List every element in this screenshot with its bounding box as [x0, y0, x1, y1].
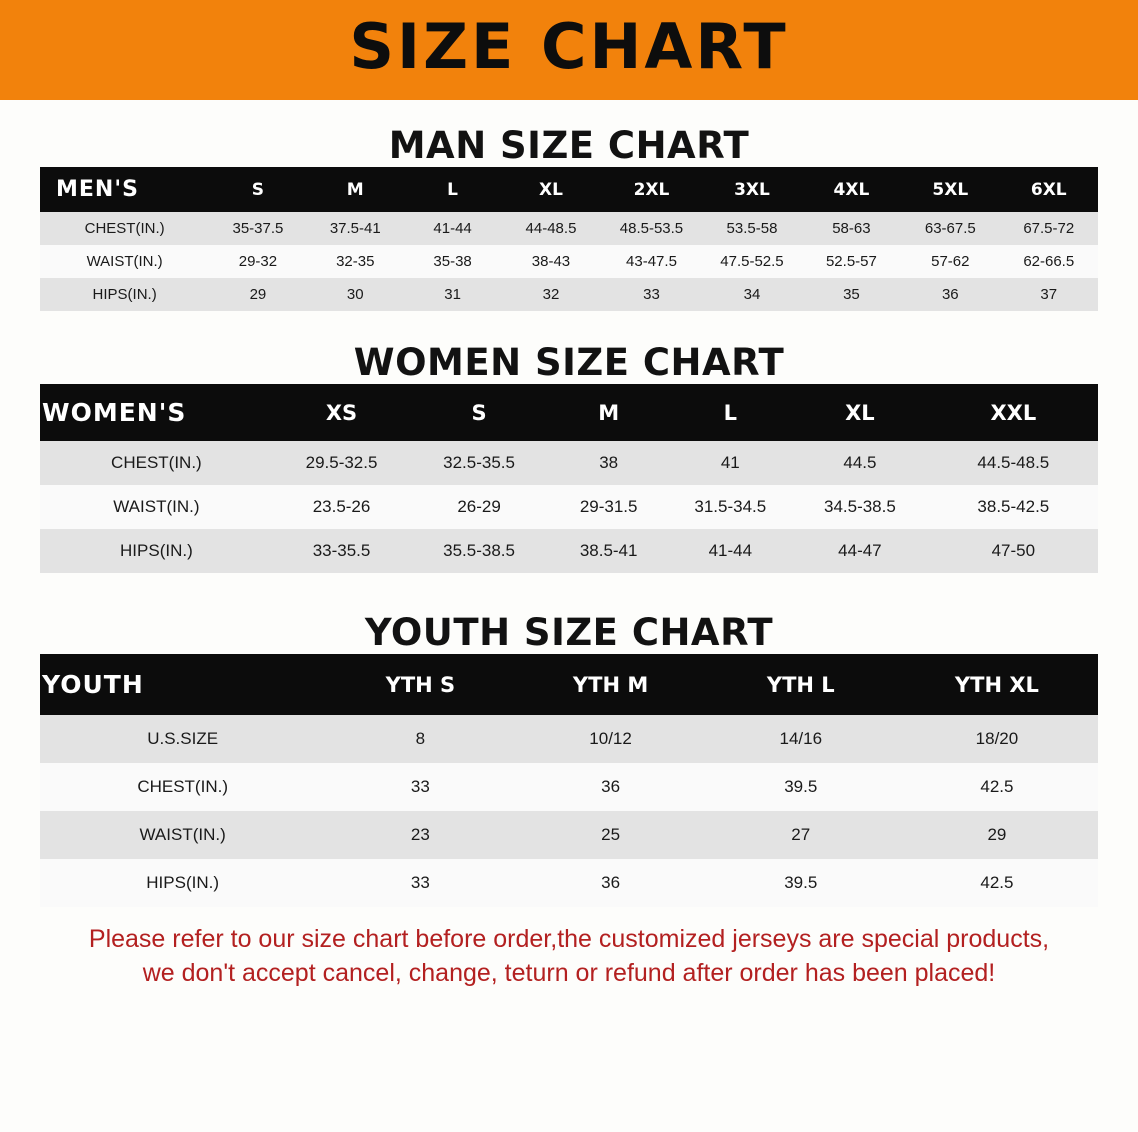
column-header: 2XL: [633, 179, 670, 200]
table-cell: 31: [444, 286, 461, 303]
table-cell: 63-67.5: [924, 220, 976, 237]
youth-size-table: [40, 654, 1098, 907]
table-cell: 35.5-38.5: [443, 541, 515, 560]
table-cell: 25: [601, 825, 621, 844]
column-header: S: [251, 179, 265, 200]
women-table-wrap: [0, 384, 1138, 573]
column-header: MEN'S: [56, 177, 139, 202]
column-header: YTH XL: [954, 672, 1039, 697]
table-cell: 14/16: [779, 729, 823, 748]
table-cell: 47.5-52.5: [720, 253, 784, 270]
row-label: HIPS(IN.): [146, 873, 220, 892]
table-cell: 42.5: [980, 873, 1014, 892]
table-cell: 30: [346, 286, 364, 303]
table-row: [40, 763, 1098, 811]
table-cell: 44-48.5: [525, 220, 577, 237]
table-row: [40, 715, 1098, 763]
table-row: [40, 278, 1098, 311]
column-header: XXL: [990, 400, 1037, 425]
man-table-wrap: [0, 167, 1138, 311]
page-banner: [0, 0, 1138, 100]
table-row: [40, 441, 1098, 485]
table-cell: 29-31.5: [579, 497, 638, 516]
column-header: S: [471, 400, 487, 425]
table-cell: 33: [410, 777, 430, 796]
column-header: XL: [538, 179, 563, 200]
column-header: 5XL: [932, 179, 969, 200]
column-header: M: [346, 179, 364, 200]
table-cell: 27: [791, 825, 811, 844]
table-cell: 18/20: [975, 729, 1019, 748]
table-cell: 44-47: [838, 541, 882, 560]
table-header-row: [40, 384, 1098, 441]
table-cell: 62-66.5: [1023, 253, 1075, 270]
table-cell: 36: [601, 777, 621, 796]
column-header: 6XL: [1030, 179, 1067, 200]
table-cell: 38.5-42.5: [977, 497, 1050, 516]
column-header: YTH M: [572, 672, 649, 697]
table-header-row: [40, 167, 1098, 212]
table-cell: 26-29: [457, 497, 501, 516]
table-cell: 32.5-35.5: [443, 453, 515, 472]
table-cell: 67.5-72: [1023, 220, 1075, 237]
table-cell: 42.5: [980, 777, 1014, 796]
column-header: 3XL: [734, 179, 770, 200]
table-cell: 31.5-34.5: [694, 497, 767, 516]
table-cell: 29-32: [238, 253, 278, 270]
women-section-title: WOMEN SIZE CHART: [353, 341, 785, 384]
row-label: CHEST(IN.): [111, 453, 202, 472]
table-cell: 43-47.5: [626, 253, 677, 270]
table-cell: 32-35: [336, 253, 375, 270]
table-cell: 34: [743, 286, 761, 303]
column-header: 4XL: [833, 179, 870, 200]
man-size-table: [40, 167, 1098, 311]
column-header: WOMEN'S: [42, 398, 187, 427]
table-cell: 52.5-57: [825, 253, 877, 270]
table-row: [40, 485, 1098, 529]
table-cell: 38-43: [531, 253, 571, 270]
table-cell: 58-63: [832, 220, 871, 237]
table-cell: 35-37.5: [232, 220, 284, 237]
row-label: HIPS(IN.): [120, 541, 193, 560]
row-label: CHEST(IN.): [137, 777, 228, 796]
notice-line-1: Please refer to our size chart before order,the customized jerseys are special products,: [88, 925, 1050, 953]
table-cell: 44.5-48.5: [977, 453, 1050, 472]
page-title: SIZE CHART: [349, 10, 789, 83]
table-cell: 29.5-32.5: [305, 453, 378, 472]
table-cell: 53.5-58: [726, 220, 778, 237]
table-cell: 23: [410, 825, 430, 844]
table-cell: 41-44: [433, 220, 472, 237]
table-cell: 37.5-41: [329, 220, 381, 237]
row-label: HIPS(IN.): [92, 286, 157, 303]
column-header: XL: [845, 400, 875, 425]
table-cell: 29: [987, 825, 1007, 844]
order-policy-notice: [34, 923, 1104, 991]
table-cell: 23.5-26: [312, 497, 371, 516]
row-label: WAIST(IN.): [113, 497, 200, 516]
table-row: [40, 811, 1098, 859]
table-cell: 44.5: [843, 453, 877, 472]
column-header: L: [723, 400, 737, 425]
youth-table-wrap: [0, 654, 1138, 907]
table-row: [40, 859, 1098, 907]
table-cell: 33: [410, 873, 430, 892]
table-cell: 57-62: [931, 253, 970, 270]
column-header: XS: [325, 400, 358, 425]
man-section-title: MAN SIZE CHART: [388, 124, 750, 167]
table-cell: 36: [941, 286, 959, 303]
table-cell: 38: [599, 453, 619, 472]
table-cell: 35-38: [433, 253, 472, 270]
column-header: YTH S: [385, 672, 456, 697]
column-header: L: [447, 179, 458, 200]
youth-section-title: YOUTH SIZE CHART: [364, 611, 774, 654]
table-cell: 8: [415, 729, 426, 748]
table-cell: 34.5-38.5: [823, 497, 896, 516]
row-label: CHEST(IN.): [84, 220, 165, 237]
table-cell: 38.5-41: [579, 541, 638, 560]
table-cell: 33: [643, 286, 660, 303]
table-cell: 37: [1040, 286, 1058, 303]
notice-line-2: we don't accept cancel, change, teturn or refund after order has been placed!: [142, 958, 996, 987]
table-row: [40, 529, 1098, 573]
table-row: [40, 245, 1098, 278]
row-label: U.S.SIZE: [147, 729, 219, 748]
table-cell: 41-44: [708, 541, 753, 560]
table-cell: 39.5: [784, 777, 818, 796]
table-cell: 10/12: [589, 729, 632, 748]
women-size-table: [40, 384, 1098, 573]
table-cell: 35: [843, 286, 860, 303]
column-header: M: [598, 400, 620, 425]
column-header: YTH L: [766, 672, 835, 697]
table-cell: 47-50: [991, 541, 1036, 560]
table-cell: 32: [542, 286, 560, 303]
table-row: [40, 212, 1098, 245]
table-header-row: [40, 654, 1098, 715]
column-header: YOUTH: [42, 670, 144, 699]
row-label: WAIST(IN.): [139, 825, 226, 844]
table-cell: 33-35.5: [312, 541, 371, 560]
table-cell: 39.5: [784, 873, 818, 892]
table-cell: 48.5-53.5: [619, 220, 684, 237]
row-label: WAIST(IN.): [86, 253, 163, 270]
table-cell: 29: [249, 286, 267, 303]
table-cell: 36: [601, 873, 621, 892]
table-cell: 41: [720, 453, 740, 472]
